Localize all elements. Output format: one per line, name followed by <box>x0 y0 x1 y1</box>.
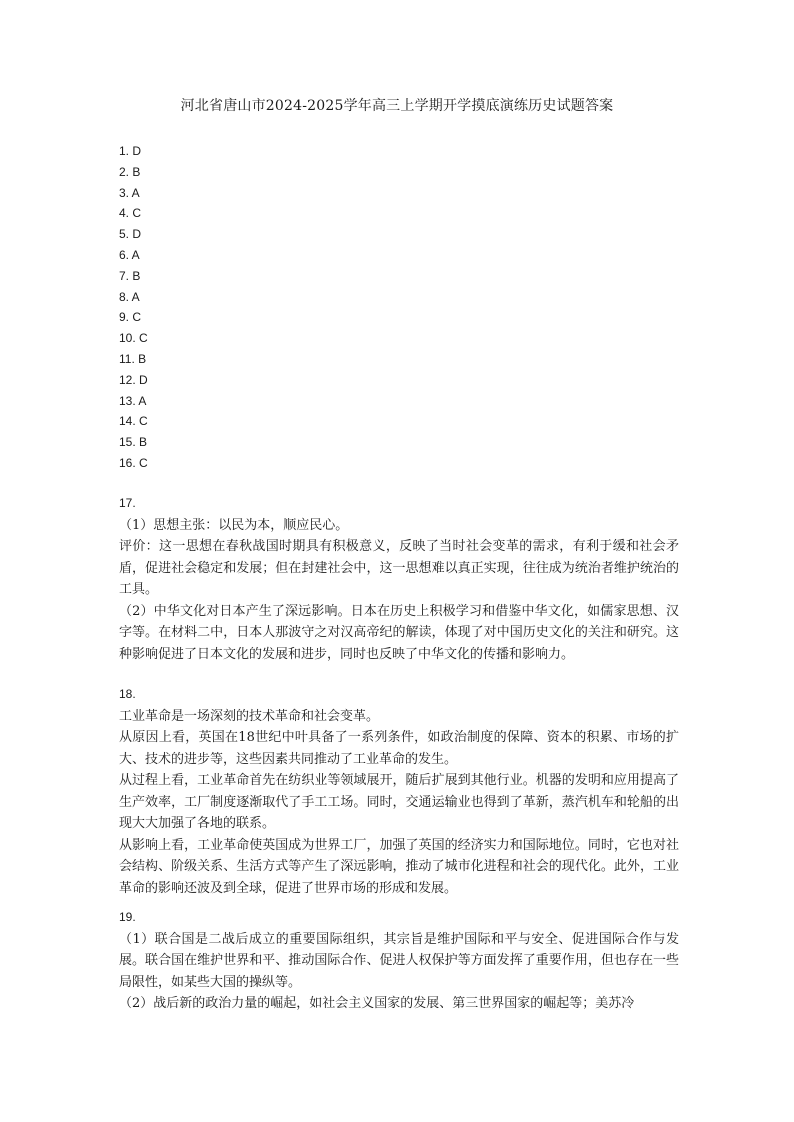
question-19-answer <box>119 907 679 1015</box>
answer-item: 16. C <box>119 455 148 470</box>
answer-paragraph: 从过程上看，工业革命首先在纺织业等领域展开，随后扩展到其他行业。机器的发明和应用提高了生产效率，工厂制度逐渐取代了手工工场。同时，交通运输业也得到了革新，蒸汽机车和轮船的出现大大加强了各地的联系。 <box>119 773 679 831</box>
answer-item: 4. C <box>119 206 142 221</box>
answer-item: 15. B <box>119 435 148 450</box>
answer-paragraph: 从影响上看，工业革命使英国成为世界工厂，加强了英国的经济实力和国际地位。同时，它也对社会结构、阶级关系、生活方式等产生了深远影响，推动了城市化进程和社会的现代化。此外，工业革命的影响还波及到全球，促进了世界市场的形成和发展。 <box>119 837 679 896</box>
question-17-answer <box>119 493 679 665</box>
answer-item: 8. A <box>119 289 140 304</box>
answer-paragraph: （1）联合国是二战后成立的重要国际组织，其宗旨是维护国际和平与安全、促进国际合作与发展。联合国在维护世界和平、推动国际合作、促进人权保护等方面发挥了重要作用，但也存在一些局限性，如某些大国的操纵等。 <box>119 931 679 990</box>
answer-item: 14. C <box>119 414 148 429</box>
answer-item: 6. A <box>119 247 140 262</box>
multiple-choice-answer-list <box>119 141 148 474</box>
question-number: 18. <box>119 687 136 701</box>
answer-paragraph: 工业革命是一场深刻的技术革命和社会变革。 <box>119 708 380 724</box>
answer-item: 13. A <box>119 393 147 408</box>
answer-paragraph: 从原因上看，英国在18世纪中叶具备了一系列条件，如政治制度的保障、资本的积累、市场的扩大、技术的进步等，这些因素共同推动了工业革命的发生。 <box>119 730 679 767</box>
answer-paragraph: 评价：这一思想在春秋战国时期具有积极意义，反映了当时社会变革的需求，有利于缓和社会矛盾，促进社会稳定和发展；但在封建社会中，这一思想难以真正实现，往往成为统治者维护统治的工具。 <box>119 539 679 597</box>
answer-item: 12. D <box>119 372 148 387</box>
question-number: 17. <box>119 496 136 510</box>
answer-item: 2. B <box>119 164 141 179</box>
answer-item: 11. B <box>119 351 147 366</box>
answer-item: 9. C <box>119 310 142 325</box>
question-18-answer <box>119 684 679 899</box>
answer-item: 1. D <box>119 144 142 158</box>
answer-paragraph: （2）战后新的政治力量的崛起，如社会主义国家的发展、第三世界国家的崛起等；美苏冷 <box>119 996 635 1011</box>
document-title: 河北省唐山市2024-2025学年高三上学期开学摸底演练历史试题答案 <box>180 98 614 114</box>
question-number: 19. <box>119 910 136 924</box>
answer-paragraph: （2）中华文化对日本产生了深远影响。日本在历史上积极学习和借鉴中华文化，如儒家思想、汉字等。在材料二中，日本人那波守之对汉高帝纪的解读，体现了对中国历史文化的关注和研究。这种影响促进了日本文化的发展和进步，同时也反映了中华文化的传播和影响力。 <box>119 603 679 662</box>
answer-paragraph: （1）思想主张：以民为本，顺应民心。 <box>119 517 349 533</box>
answer-item: 10. C <box>119 331 148 346</box>
answer-item: 7. B <box>119 268 141 283</box>
answer-item: 5. D <box>119 227 142 242</box>
answer-item: 3. A <box>119 185 140 200</box>
